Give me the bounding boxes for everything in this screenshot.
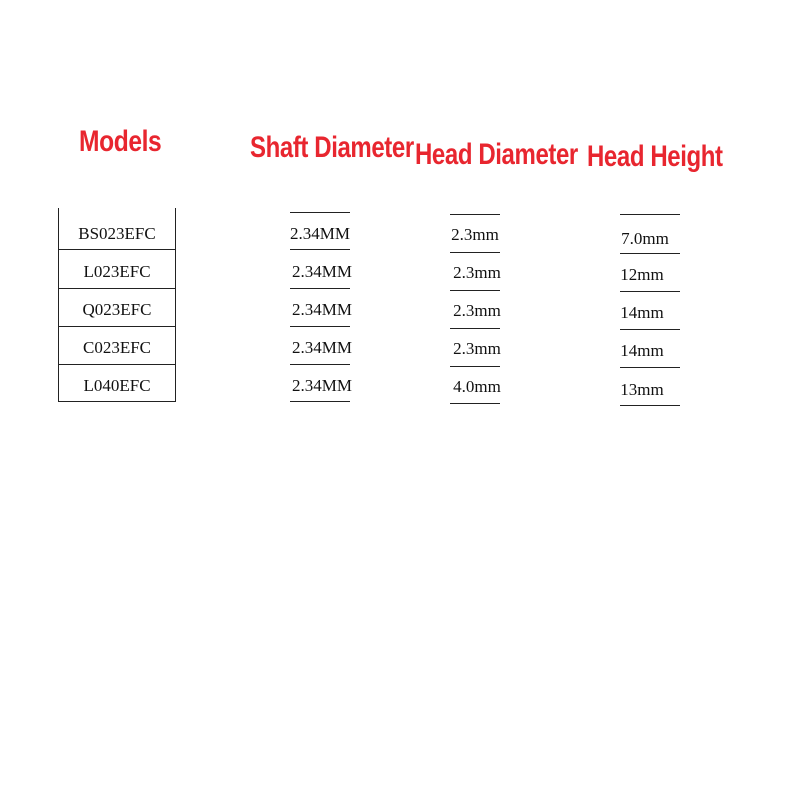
header-head-height: Head Height xyxy=(587,140,723,173)
head-height-cell: 12mm xyxy=(620,265,664,284)
head-height-rule xyxy=(620,214,680,215)
models-row-divider xyxy=(58,249,176,250)
shaft-diameter-cell: 2.34MM xyxy=(292,338,352,357)
shaft-diameter-cell: 2.34MM xyxy=(292,376,352,395)
model-cell: C023EFC xyxy=(82,338,152,357)
models-row-divider xyxy=(58,401,176,402)
head-height-rule xyxy=(620,367,680,368)
head-diameter-cell: 2.3mm xyxy=(453,339,501,358)
header-head-diameter: Head Diameter xyxy=(415,138,578,171)
models-row-divider xyxy=(58,326,176,327)
model-cell: L023EFC xyxy=(83,262,151,281)
head-diameter-rule xyxy=(450,252,500,253)
shaft-rule xyxy=(290,401,350,402)
head-height-cell: 7.0mm xyxy=(621,229,669,248)
model-cell: BS023EFC xyxy=(78,224,156,243)
head-height-cell: 13mm xyxy=(620,380,664,399)
head-diameter-rule xyxy=(450,290,500,291)
head-diameter-cell: 2.3mm xyxy=(453,301,501,320)
head-diameter-cell: 2.3mm xyxy=(451,225,499,244)
model-cell: L040EFC xyxy=(83,376,151,395)
head-height-cell: 14mm xyxy=(620,303,664,322)
shaft-diameter-cell: 2.34MM xyxy=(292,300,352,319)
shaft-rule xyxy=(290,364,350,365)
head-diameter-rule xyxy=(450,366,500,367)
shaft-rule xyxy=(290,249,350,250)
head-diameter-rule xyxy=(450,214,500,215)
shaft-rule xyxy=(290,212,350,213)
head-diameter-cell: 4.0mm xyxy=(453,377,501,396)
head-height-rule xyxy=(620,405,680,406)
header-shaft-diameter: Shaft Diameter xyxy=(250,131,414,164)
head-diameter-cell: 2.3mm xyxy=(453,263,501,282)
shaft-rule xyxy=(290,288,350,289)
models-row-divider xyxy=(58,288,176,289)
shaft-diameter-cell: 2.34MM xyxy=(292,262,352,281)
models-row-divider xyxy=(58,364,176,365)
head-height-rule xyxy=(620,291,680,292)
head-diameter-rule xyxy=(450,403,500,404)
shaft-rule xyxy=(290,326,350,327)
shaft-diameter-cell: 2.34MM xyxy=(290,224,350,243)
header-models: Models xyxy=(79,125,162,158)
head-height-cell: 14mm xyxy=(620,341,664,360)
head-height-rule xyxy=(620,253,680,254)
head-diameter-rule xyxy=(450,328,500,329)
model-cell: Q023EFC xyxy=(82,300,152,319)
head-height-rule xyxy=(620,329,680,330)
